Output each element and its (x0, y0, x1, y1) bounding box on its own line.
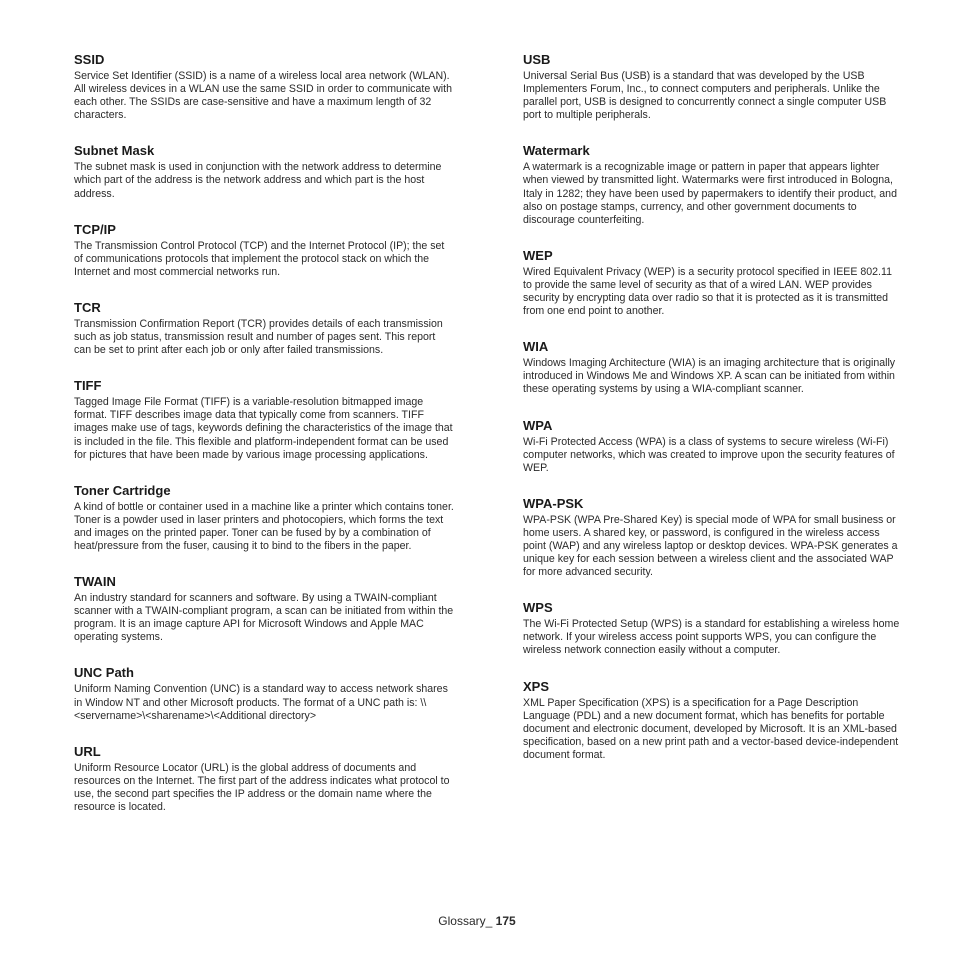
glossary-entry-toner-cartridge (74, 483, 454, 553)
term-title: URL (74, 743, 101, 759)
term-definition: WPA-PSK (WPA Pre-Shared Key) is special mode of WPA for small business or home users. A shared key, or password, is configured in the wireless access point (WAP) and any wireless laptop or desktop devices. WPA-PSK generates a unique key for each session between a wireless client and the associated WAP for more advanced security. (523, 513, 898, 579)
glossary-entry-subnet-mask (74, 143, 454, 200)
glossary-entry-ssid (74, 52, 454, 122)
glossary-entry-wpa (523, 418, 903, 475)
term-definition: The Transmission Control Protocol (TCP) and the Internet Protocol (IP); the set of communications protocols that implement the protocol stack on which the Internet and most commercial networks run. (74, 239, 445, 278)
term-definition: An industry standard for scanners and software. By using a TWAIN-compliant scanner with a TWAIN-compliant program, a scan can be initiated from within the program. It is an image capture API for Microsoft Windows and Apple MAC operating systems. (74, 592, 454, 644)
term-title: TCR (74, 299, 101, 315)
glossary-entry-tcp-ip (74, 222, 454, 279)
term-definition: Universal Serial Bus (USB) is a standard that was developed by the USB Implementers Forum, Inc., to connect computers and peripherals. Unlike the parallel port, USB is designed to concurrently connect a single computer USB port to multiple peripherals. (523, 70, 887, 122)
glossary-entry-tcr (74, 300, 454, 357)
term-title: TIFF (74, 378, 102, 394)
term-title: Toner Cartridge (74, 482, 171, 498)
glossary-entry-wep (523, 248, 903, 318)
term-definition: Uniform Naming Convention (UNC) is a standard way to access network shares in Window NT and other Microsoft products. The format of a UNC path is: \\<servername>\<sharename>\<Additional directory> (74, 683, 448, 722)
term-definition: Wired Equivalent Privacy (WEP) is a security protocol specified in IEEE 802.11 to provide the same level of security as that of a wired LAN. WEP provides security by encrypting data over radio so that it is protected as it is transmitted from one end point to another. (523, 265, 892, 318)
glossary-entry-twain (74, 574, 454, 644)
term-title: Watermark (523, 143, 590, 159)
term-title: Subnet Mask (74, 143, 155, 159)
term-title: WPS (523, 600, 553, 616)
glossary-column-right (523, 52, 903, 762)
term-definition: Service Set Identifier (SSID) is a name of a wireless local area network (WLAN). All wireless devices in a WLAN use the same SSID in order to communicate with each other. The SSIDs are case-sensitive and have a maximum length of 32 characters. (74, 70, 452, 122)
term-definition: Uniform Resource Locator (URL) is the global address of documents and resources on the Internet. The first part of the address indicates what protocol to use, the second part specifies the IP address or the domain name where the resource is located. (74, 761, 450, 813)
term-title: WPA (523, 417, 553, 433)
term-title: TCP/IP (74, 221, 116, 237)
glossary-entry-unc-path (74, 665, 454, 722)
glossary-entry-xps (523, 679, 903, 762)
glossary-entry-watermark (523, 143, 903, 226)
term-title: USB (523, 52, 551, 67)
term-definition: The Wi-Fi Protected Setup (WPS) is a standard for establishing a wireless home network. If your wireless access point supports WPS, you can configure the wireless network connection easily without a computer. (523, 618, 900, 657)
term-definition: A kind of bottle or container used in a machine like a printer which contains toner. Toner is a powder used in laser printers and photocopiers, which forms the text and images on the printed paper. Toner can be fused by by a combination of heat/pressure from the fuser, causing it to bind to the fibers in the paper. (74, 500, 454, 552)
term-definition: Wi-Fi Protected Access (WPA) is a class of systems to secure wireless (Wi-Fi) computer networks, which was created to improve upon the security features of WEP. (523, 435, 895, 474)
footer-section-label: Glossary_ (438, 914, 493, 928)
term-title: XPS (523, 678, 550, 694)
term-definition: The subnet mask is used in conjunction with the network address to determine which part of the address is the network address and which part is the host address. (74, 161, 442, 200)
term-definition: A watermark is a recognizable image or pattern in paper that appears lighter when viewed by transmitted light. Watermarks were first introduced in Bologna, Italy in 1282; they have been used by papermakers to identify their product, and also on postage stamps, currency, and other government documents to discourage counterfeiting. (523, 161, 897, 226)
term-title: WIA (523, 339, 549, 355)
glossary-entry-wia (523, 339, 903, 396)
term-title: SSID (74, 52, 105, 67)
glossary-column-left (74, 52, 454, 814)
glossary-entry-usb (523, 52, 903, 122)
term-definition: Tagged Image File Format (TIFF) is a variable-resolution bitmapped image format. TIFF describes image data that typically come from scanners. TIFF images make use of tags, keywords defining the characteristics of the image that is included in the file. This flexible and platform-independent format can be used for pictures that have been made by various image processing applications. (74, 396, 453, 461)
glossary-entry-wps (523, 600, 903, 657)
term-definition: Windows Imaging Architecture (WIA) is an imaging architecture that is originally introduced in Windows Me and Windows XP. A scan can be initiated from within these operating systems by using a WIA-compliant scanner. (523, 357, 896, 396)
glossary-entry-url (74, 744, 454, 814)
term-definition: XML Paper Specification (XPS) is a specification for a Page Description Language (PDL) and a new document format, which has benefits for portable document and electronic document, developed by Microsoft. It is an XML-based specification, based on a new print path and a vector-based device-independent document format. (523, 696, 899, 761)
page-number: 175 (495, 914, 516, 928)
term-definition: Transmission Confirmation Report (TCR) provides details of each transmission such as job status, transmission result and number of pages sent. This report can be set to print after each job or only after failed transmissions. (74, 317, 443, 357)
glossary-entry-tiff (74, 378, 454, 461)
term-title: WPA-PSK (523, 495, 584, 511)
term-title: TWAIN (74, 574, 116, 590)
term-title: UNC Path (74, 665, 134, 681)
glossary-entry-wpa-psk (523, 496, 903, 579)
term-title: WEP (523, 247, 553, 263)
page-footer (0, 914, 954, 928)
